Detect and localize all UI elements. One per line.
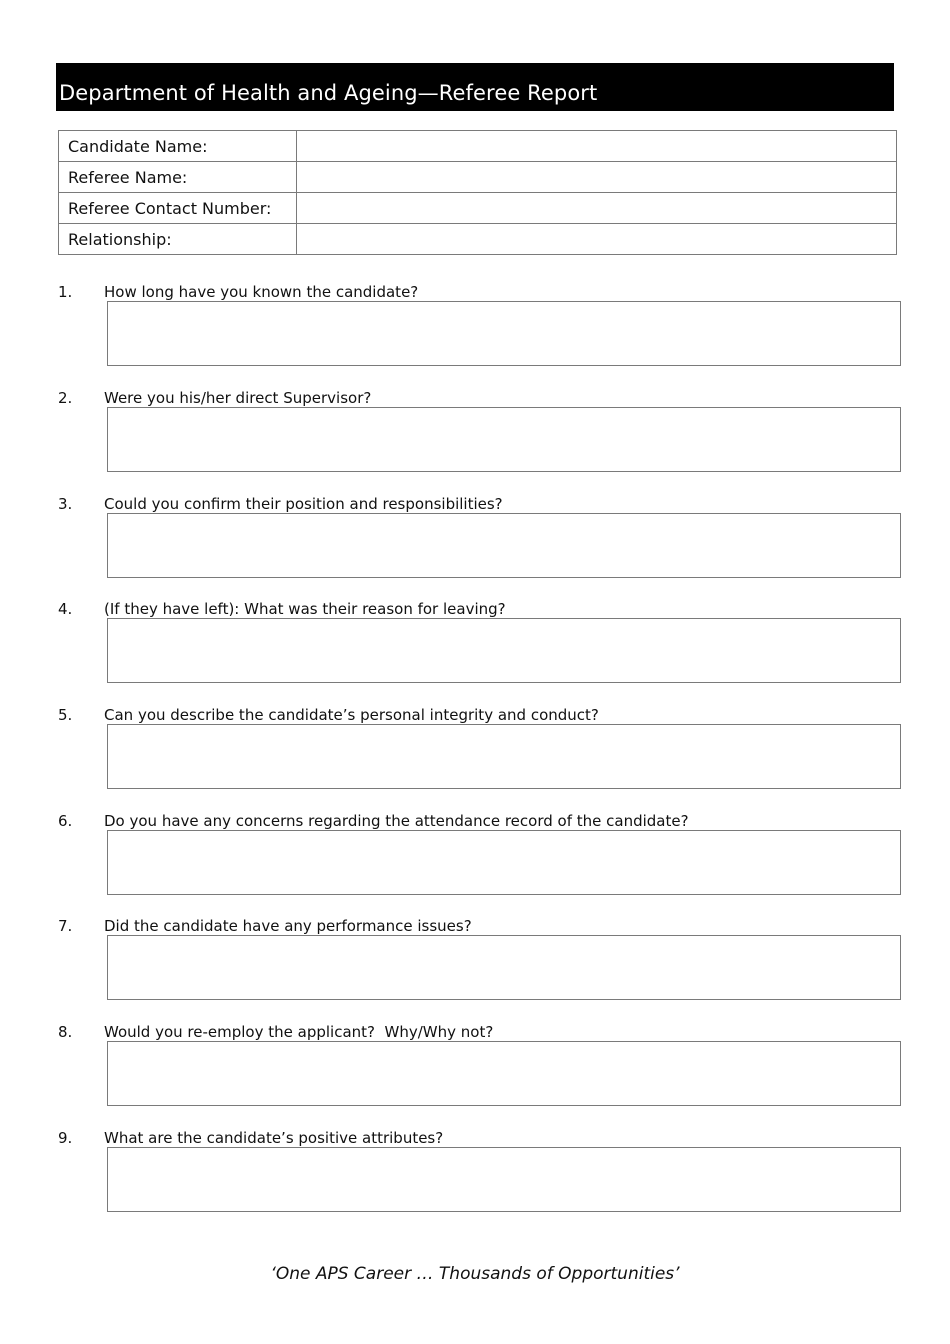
candidate-name-field[interactable]	[297, 131, 897, 162]
relationship-field[interactable]	[297, 224, 897, 255]
table-row	[59, 224, 897, 255]
question-text: Did the candidate have any performance issues?	[104, 917, 472, 935]
referee-details-table	[58, 130, 897, 255]
question-4	[58, 599, 908, 699]
question-number: 9.	[58, 1129, 73, 1147]
page-title: Department of Health and Ageing—Referee Report	[56, 63, 894, 111]
footer-tagline: ‘One APS Career … Thousands of Opportunities’	[270, 1264, 680, 1284]
question-number: 6.	[58, 812, 73, 830]
relationship-label: Relationship:	[59, 224, 297, 255]
question-3	[58, 494, 908, 594]
question-number: 3.	[58, 495, 73, 513]
question-text: Do you have any concerns regarding the attendance record of the candidate?	[104, 812, 689, 830]
question-number: 1.	[58, 283, 73, 301]
question-1	[58, 282, 908, 382]
referee-name-field[interactable]	[297, 162, 897, 193]
question-text: What are the candidate’s positive attributes?	[104, 1129, 444, 1147]
table-row	[59, 131, 897, 162]
question-2	[58, 388, 908, 488]
referee-name-label: Referee Name:	[59, 162, 297, 193]
answer-box[interactable]	[107, 1041, 901, 1106]
question-text: Can you describe the candidate’s personal integrity and conduct?	[104, 706, 599, 724]
question-6	[58, 811, 908, 911]
candidate-name-label: Candidate Name:	[59, 131, 297, 162]
referee-contact-number-label: Referee Contact Number:	[59, 193, 297, 224]
answer-box[interactable]	[107, 1147, 901, 1212]
question-7	[58, 916, 908, 1016]
question-number: 5.	[58, 706, 73, 724]
question-text: Were you his/her direct Supervisor?	[104, 389, 372, 407]
question-number: 8.	[58, 1023, 73, 1041]
answer-box[interactable]	[107, 618, 901, 683]
answer-box[interactable]	[107, 513, 901, 578]
referee-contact-number-field[interactable]	[297, 193, 897, 224]
answer-box[interactable]	[107, 407, 901, 472]
table-row	[59, 193, 897, 224]
question-number: 2.	[58, 389, 73, 407]
answer-box[interactable]	[107, 935, 901, 1000]
question-9	[58, 1128, 908, 1228]
answer-box[interactable]	[107, 830, 901, 895]
question-text: Would you re-employ the applicant? Why/Why not?	[104, 1023, 494, 1041]
question-8	[58, 1022, 908, 1122]
question-text: How long have you known the candidate?	[104, 283, 419, 301]
question-number: 7.	[58, 917, 73, 935]
question-5	[58, 705, 908, 805]
question-text: Could you confirm their position and responsibilities?	[104, 495, 503, 513]
question-number: 4.	[58, 600, 73, 618]
answer-box[interactable]	[107, 724, 901, 789]
question-text: (If they have left): What was their reason for leaving?	[104, 600, 506, 618]
table-row	[59, 162, 897, 193]
answer-box[interactable]	[107, 301, 901, 366]
